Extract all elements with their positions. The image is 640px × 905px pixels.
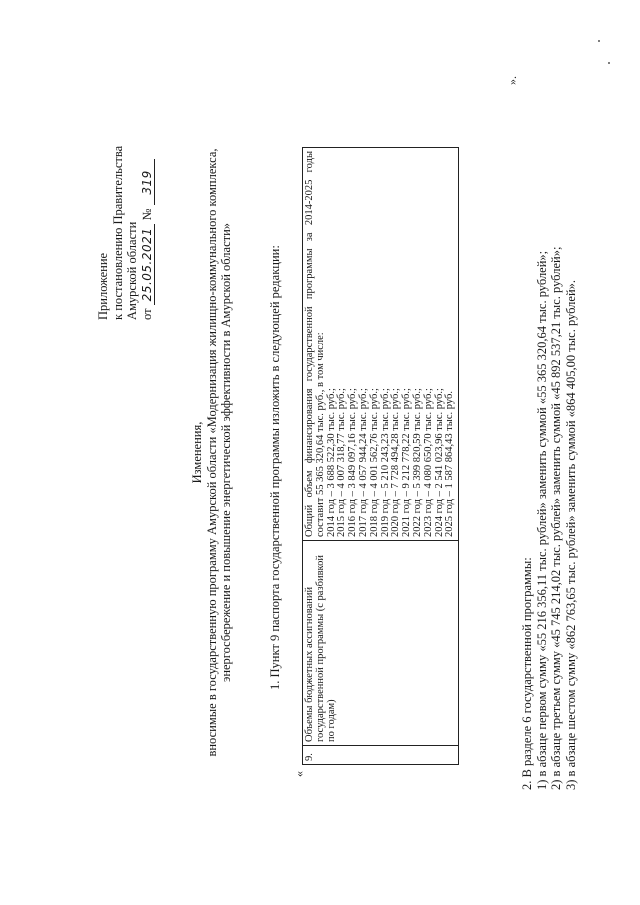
title-line-2: вносимые в государственную программу Амурской области «Модернизация жилищно-коммунального комплекса, xyxy=(204,148,219,757)
approval-heading: Приложение xyxy=(96,252,110,320)
funding-table xyxy=(302,147,459,765)
row-name: Объемы бюджетных ассигнований государственной программы (с разбивкой по годам) xyxy=(303,541,459,746)
approval-region: Амурской области xyxy=(125,221,139,320)
handwritten-date: 25.05.2021 xyxy=(141,224,155,306)
section-2-heading: 2. В разделе 6 государственной программы: xyxy=(520,557,534,790)
row-number: 9. xyxy=(303,746,459,765)
handwritten-number: 319 xyxy=(141,159,155,205)
document-title xyxy=(190,0,234,905)
section-2 xyxy=(520,247,578,790)
closing-quote: ». xyxy=(505,76,519,85)
scan-speck xyxy=(598,40,600,42)
year-line: 2024 год – 2 541 023,96 тыс. руб.; xyxy=(433,388,445,537)
year-line: 2016 год – 3 849 097,16 тыс. руб.; xyxy=(347,388,359,537)
year-line: 2015 год – 4 007 318,77 тыс. руб.; xyxy=(336,388,348,537)
row-value xyxy=(303,148,459,541)
year-line: 2022 год – 5 399 820,59 тыс. руб.; xyxy=(411,388,423,537)
funding-intro-line-1: Общий объем финансирования государственной программы за 2014-2025 годы xyxy=(304,151,315,537)
title-line-1: Изменения, xyxy=(190,421,204,484)
paragraph-1: 1. Пункт 9 паспорта государственной программы изложить в следующей редакции: xyxy=(268,245,282,690)
year-line: 2019 год – 5 210 243,23 тыс. руб.; xyxy=(379,388,391,537)
scan-speck xyxy=(608,62,610,64)
year-line: 2023 год – 4 080 650,70 тыс. руб.; xyxy=(422,388,434,537)
date-prefix: от xyxy=(139,308,154,320)
title-line-3: энергосбережение и повышение энергетической эффективности в Амурской области» xyxy=(219,222,233,683)
year-line: 2021 год – 9 212 778,22 тыс. руб.; xyxy=(401,388,413,537)
year-line: 2018 год – 4 001 562,76 тыс. руб.; xyxy=(368,388,380,537)
year-line: 2014 год – 3 688 522,30 тыс. руб.; xyxy=(325,388,337,537)
section-2-item-1: 1) в абзаце первом сумму «55 216 356,11 тыс. рублей» заменить суммой «55 365 320,64 тыс. рублей»; xyxy=(534,250,549,790)
approval-resolution: к постановлению Правительства xyxy=(110,145,125,320)
number-sign: № xyxy=(139,208,154,221)
section-2-item-3: 3) в абзаце шестом сумму «862 763,65 тыс. рублей» заменить суммой «864 405,00 тыс. рублей». xyxy=(563,279,578,790)
approval-block xyxy=(96,146,155,320)
section-2-item-2: 2) в абзаце третьем сумму «45 745 214,02 тыс. рублей» заменить суммой «45 892 537,21 тыс. рублей»; xyxy=(549,246,564,790)
year-line: 2017 год – 4 057 944,24 тыс. руб.; xyxy=(357,388,369,537)
year-line: 2025 год – 1 587 864,43 тыс. руб. xyxy=(444,391,456,537)
approval-date-line xyxy=(140,146,155,320)
year-line: 2020 год – 7 728 494,28 тыс. руб.; xyxy=(390,388,402,537)
funding-intro-line-2: составит 55 365 320,64 тыс. руб., в том числе: xyxy=(314,332,326,537)
opening-quote: « xyxy=(292,771,306,777)
table-row xyxy=(303,148,459,765)
